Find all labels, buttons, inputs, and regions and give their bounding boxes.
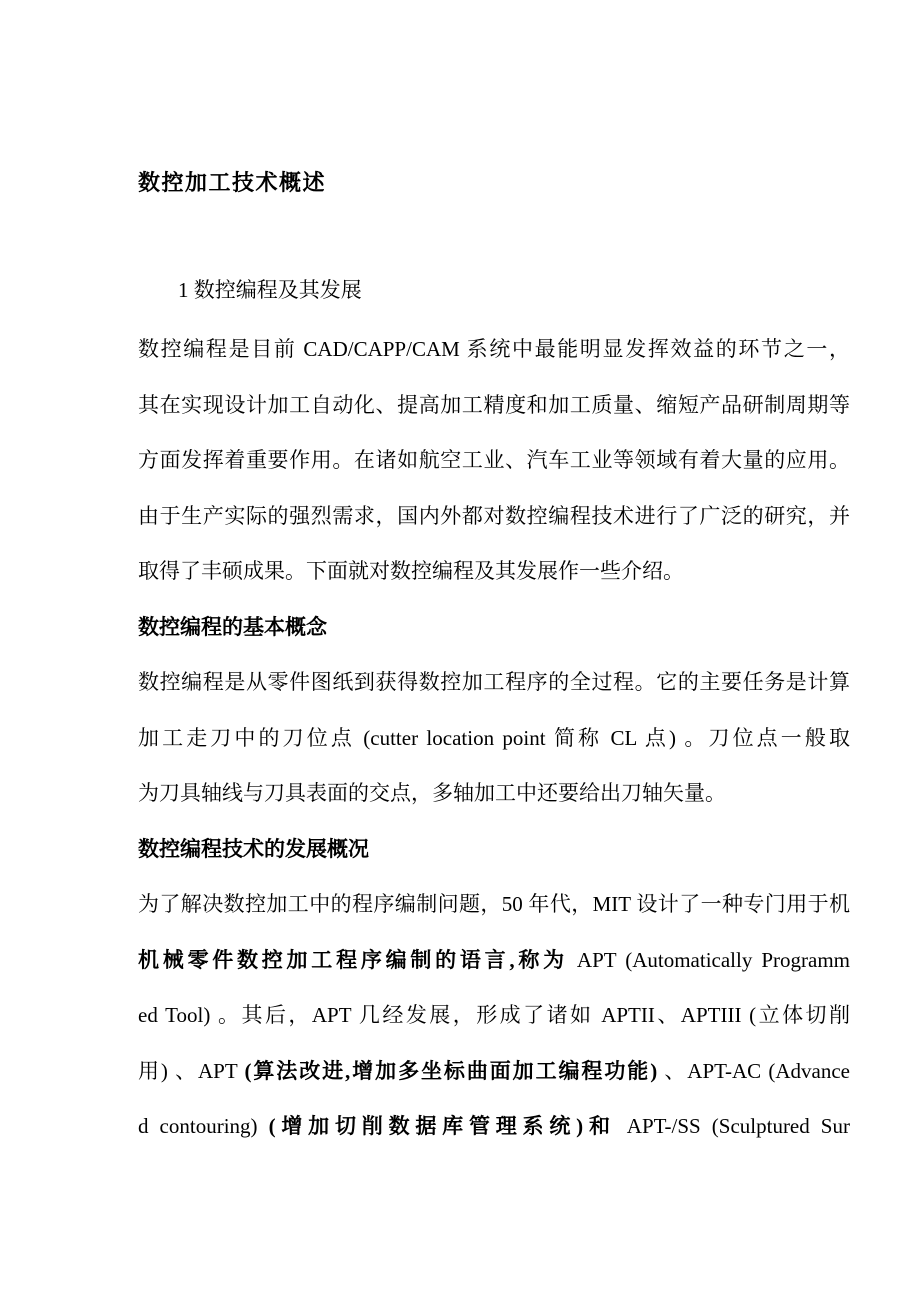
text-run: APT (Automatically Programm xyxy=(567,947,851,972)
subheading-development-overview: 数控编程技术的发展概况 xyxy=(138,836,369,861)
text-run: APT-/SS (Sculptured Sur xyxy=(615,1114,850,1138)
section-heading: 1 数控编程及其发展 xyxy=(178,278,362,302)
text-line: 由于生产实际的强烈需求，国内外都对数控编程技术进行了广泛的研究，并 xyxy=(138,503,850,528)
text-line: 为了解决数控加工中的程序编制问题，50 年代，MIT 设计了一种专门用于机 xyxy=(138,892,850,916)
subheading-basic-concepts: 数控编程的基本概念 xyxy=(138,614,327,639)
text-run: 用) 、APT xyxy=(138,1058,245,1083)
text-line: 为刀具轴线与刀具表面的交点，多轴加工中还要给出刀轴矢量。 xyxy=(138,781,726,805)
text-run: d contouring) xyxy=(138,1114,269,1138)
bold-text-run: (算法改进,增加多坐标曲面加工编程功能) xyxy=(244,1058,658,1083)
text-line xyxy=(138,933,850,989)
text-line: 方面发挥着重要作用。在诸如航空工业、汽车工业等领域有着大量的应用。 xyxy=(138,448,850,472)
text-line xyxy=(138,1044,850,1100)
document-body xyxy=(138,322,850,1155)
text-line: 数控编程是目前 CAD/CAPP/CAM 系统中最能明显发挥效益的环节之一， xyxy=(138,337,850,361)
text-line: ed Tool) 。其后，APT 几经发展，形成了诸如 APTII、APTIII (立体切削 xyxy=(138,1003,850,1027)
text-run: 、APT-AC (Advance xyxy=(657,1058,850,1083)
bold-text-run: (增加切削数据库管理系统)和 xyxy=(268,1114,616,1138)
text-line: 数控编程是从零件图纸到获得数控加工程序的全过程。它的主要任务是计算 xyxy=(138,670,850,694)
text-line: 加工走刀中的刀位点 (cutter location point 简称 CL 点) 。刀位点一般取 xyxy=(138,725,850,750)
bold-text-run: 机械零件数控加工程序编制的语言,称为 xyxy=(138,947,568,972)
text-line: 取得了丰硕成果。下面就对数控编程及其发展作一些介绍。 xyxy=(138,559,684,583)
text-line: 其在实现设计加工自动化、提高加工精度和加工质量、缩短产品研制周期等 xyxy=(138,392,850,417)
text-line xyxy=(138,1099,850,1155)
document-title: 数控加工技术概述 xyxy=(138,170,327,195)
